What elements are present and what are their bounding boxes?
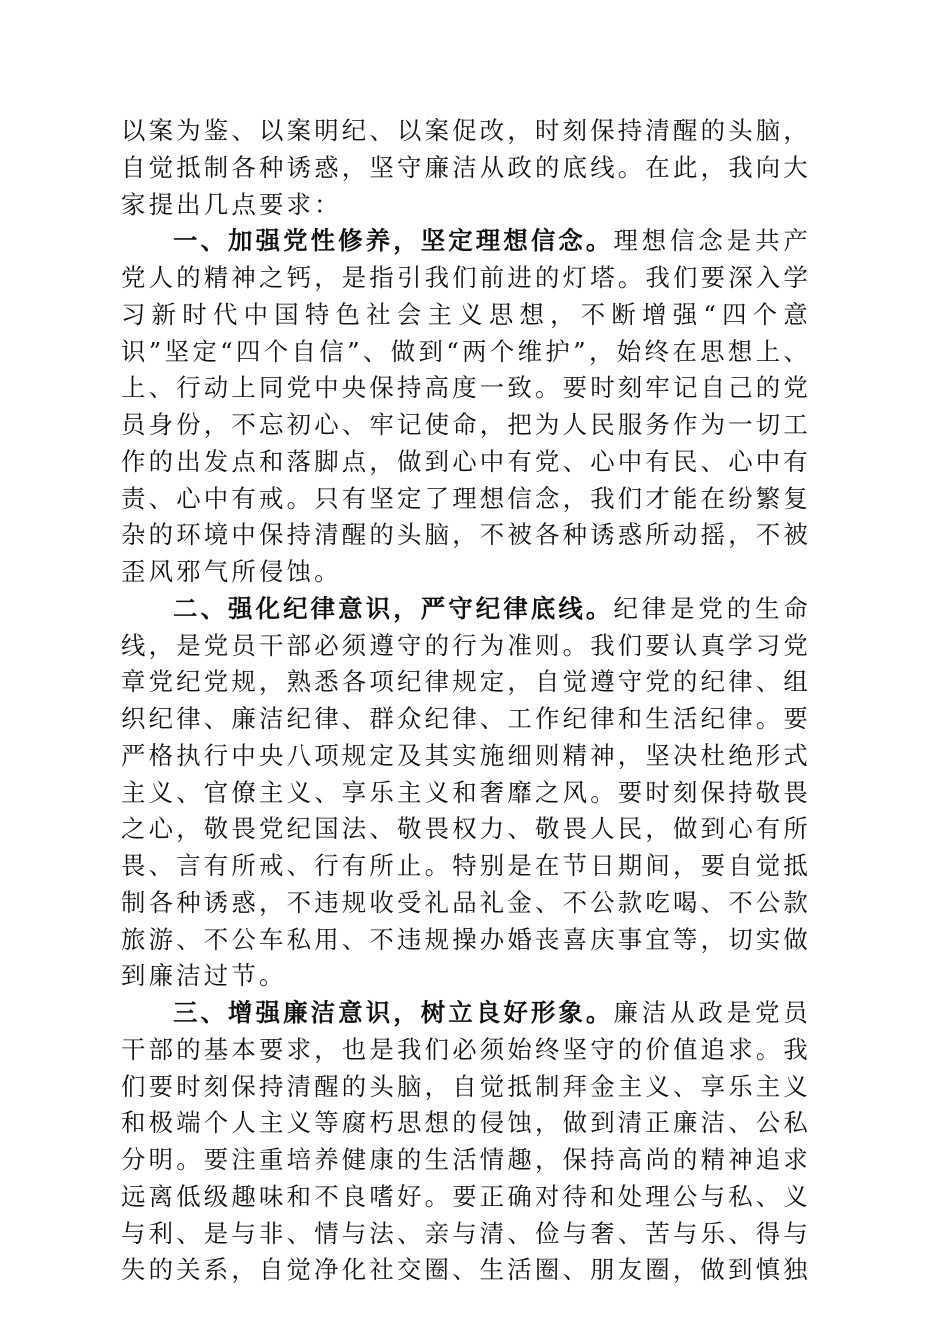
section-3-heading: 三、增强廉洁意识，树立良好形象。	[173, 998, 614, 1027]
section-3-paragraph	[121, 995, 811, 1289]
section-1-body: 理想信念是共产党人的精神之钙，是指引我们前进的灯塔。我们要深入学习新时代中国特色社会主义思想，不断增强“四个意识”坚定“四个自信”、做到“两个维护”，始终在思想上、上、行动上同党中央保持高度一致。要时刻牢记自己的党员身份，不忘初心、牢记使命，把为人民服务作为一切工作的出发点和落脚点，做到心中有党、心中有民、心中有责、心中有戒。只有坚定了理想信念，我们才能在纷繁复杂的环境中保持清醒的头脑，不被各种诱惑所动摇，不被歪风邪气所侵蚀。	[121, 226, 811, 586]
section-1-heading: 一、加强党性修养，坚定理想信念。	[173, 226, 614, 256]
section-3-body: 廉洁从政是党员干部的基本要求，也是我们必须始终坚守的价值追求。我们要时刻保持清醒的头脑，自觉抵制拜金主义、享乐主义和极端个人主义等腐朽思想的侵蚀，做到清正廉洁、公私分明。要注重培养健康的生活情趣，保持高尚的精神追求远离低级趣味和不良嗜好。要正确对待和处理公与私、义与利、是与非、情与法、亲与清、俭与奢、苦与乐、得与失的关系，自觉净化社交圈、生活圈、朋友圈，做到慎独	[121, 998, 811, 1285]
section-2-heading: 二、强化纪律意识，严守纪律底线。	[173, 593, 614, 623]
intro-paragraph: 以案为鉴、以案明纪、以案促改，时刻保持清醒的头脑，自觉抵制各种诱惑，坚守廉洁从政的底线。在此，我向大家提出几点要求：	[121, 116, 811, 219]
document-page	[121, 113, 811, 1289]
section-1-paragraph	[121, 223, 811, 591]
section-2-paragraph	[121, 591, 811, 995]
section-2-body: 纪律是党的生命线，是党员干部必须遵守的行为准则。我们要认真学习党章党纪党规，熟悉各项纪律规定，自觉遵守党的纪律、组织纪律、廉洁纪律、群众纪律、工作纪律和生活纪律。要严格执行中央八项规定及其实施细则精神，坚决杜绝形式主义、官僚主义、享乐主义和奢靡之风。要时刻保持敬畏之心，敬畏党纪国法、敬畏权力、敬畏人民，做到心有所畏、言有所戒、行有所止。特别是在节日期间，要自觉抵制各种诱惑，不违规收受礼品礼金、不公款吃喝、不公款旅游、不公车私用、不违规操办婚丧喜庆事宜等，切实做到廉洁过节。	[121, 593, 811, 991]
